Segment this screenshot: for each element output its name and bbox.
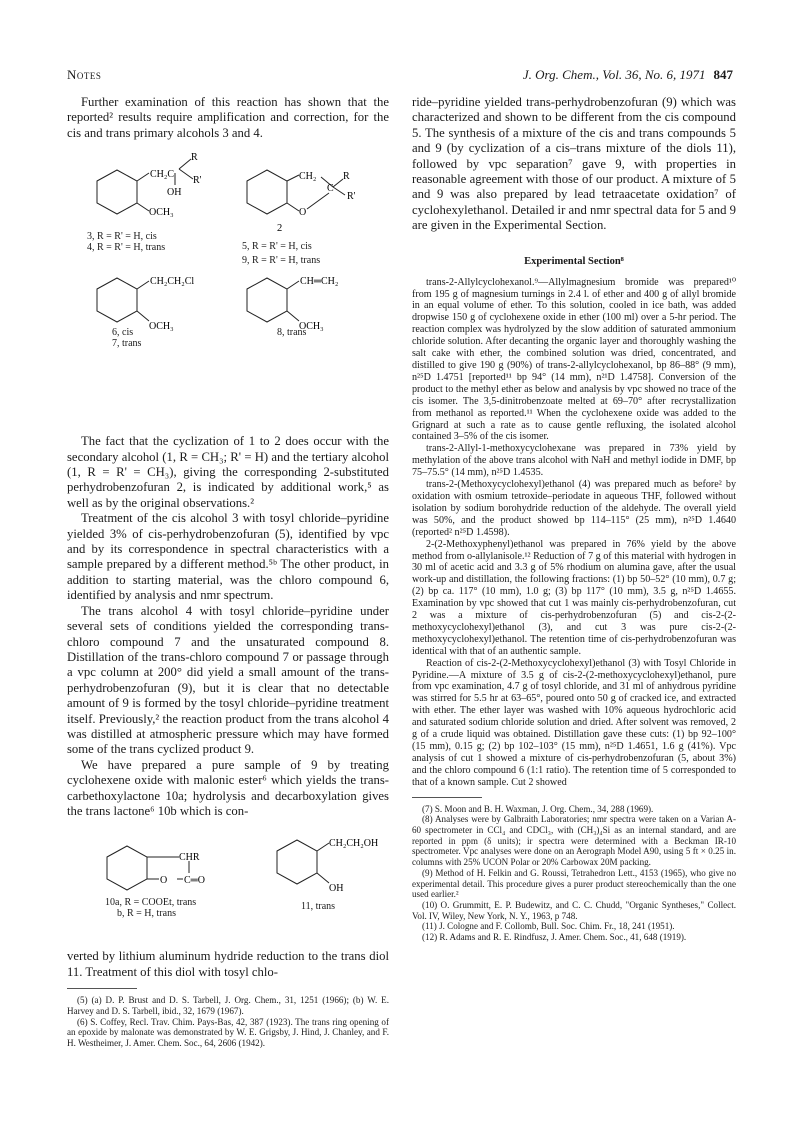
- footnote-10: (10) O. Grummitt, E. P. Budewitz, and C. C. Chudd, "Organic Syntheses," Collect. Vol. IV, Wiley, New York, N. Y., 1963, p 748.: [412, 899, 736, 921]
- footnote-rule-right: [412, 797, 482, 798]
- s2-r: R: [343, 171, 350, 183]
- s4-och3: OCH₃: [299, 321, 324, 333]
- footnote-rule-left: [67, 988, 137, 989]
- s2-o: O: [299, 207, 307, 219]
- left-paragraph-2: The fact that the cyclization of 1 to 2 does occur with the secondary alcohol (1, R = CH₃; R' = H) and the tertiary alcohol (1, R = R' = CH₃), giving the corresponding 2-substituted perhydrobenzofuran 2, is indicated by additional work,⁵ as well as by the original observations.²: [67, 434, 389, 510]
- left-footnotes: [67, 995, 389, 1049]
- s5-c: C═O: [184, 875, 205, 887]
- label-5: 5, R = R' = H, cis: [242, 241, 312, 253]
- label-10a: 10a, R = COOEt, trans: [105, 897, 197, 909]
- s2-ch2: CH₂: [299, 171, 317, 183]
- s5-chr: CHR: [179, 852, 200, 864]
- structure-6-7: [97, 278, 149, 322]
- left-paragraph-6: verted by lithium aluminum hydride reduction to the trans diol 11. Treatment of this diol with tosyl chlo-: [67, 949, 389, 979]
- label-10b: b, R = H, trans: [117, 908, 176, 920]
- right-paragraph-1: ride–pyridine yielded trans-perhydrobenzofuran (9) which was characterized and shown to be different from the cis compound 5. The synthesis of a mixture of the cis and trans compounds 5 and 9 (by cyclization of a cis–trans mixture of the diols 11), followed by vpc separation⁷ gave 9, with properties in reasonable agreement with those of our product. A mixture of 5 and 9 was also prepared by lead tetraacetate oxidation⁷ of cyclohexylethanol. Detailed ir and nmr spectral data for 5 and 9 are given in the Experimental Section.: [412, 95, 736, 233]
- s2-c: C: [327, 183, 334, 195]
- s2-rp: R': [347, 191, 356, 203]
- structure-8: [247, 278, 299, 322]
- s5-o: O: [160, 875, 168, 887]
- footnote-9: (9) Method of H. Felkin and G. Roussi, Tetrahedron Lett., 4153 (1965), who give no experimental detail. This procedure gives a purer product stereochemically than the one used earlier.²: [412, 867, 736, 900]
- s6-oh: OH: [329, 883, 344, 895]
- s6-ch2ch2oh: CH₂CH₂OH: [329, 838, 379, 850]
- exp-paragraph-4: 2-(2-Methoxyphenyl)ethanol was prepared in 76% yield by the above method from o-allylanisole.¹² Reduction of 7 g of this material with hydrogen in 30 ml of acetic acid and 3.3 g of 5% rhodium on alumina gave, after the usual work-up and distillation, the following fractions: (1) bp 50–52° (10 mm), 0.7 g; (2) bp ca. 117° (10 mm), 1.0 g; (3) bp 117° (10 mm), 3.5 g, n²⁵D 1.4655. Examination by vpc showed that cut 1 was mainly cis-perhydrobenzofuran, cut 2 was a mixture of cis-perhydrobenzofuran (5) and cis-2-(2-methoxycyclohexyl)ethanol (3), and cut 3 was pure cis-2-(2-methoxycyclohexyl)ethanol. The retention time of cis-perhydrobenzofuran was identical with that of an authentic sample.: [412, 538, 736, 657]
- left-paragraph-5: We have prepared a pure sample of 9 by treating cyclohexene oxide with malonic ester⁶ which yields the trans-carbethoxylactone 10a; hydrolysis and decarboxylation gives the trans lactone⁶ 10b which is con-: [67, 757, 389, 818]
- journal-citation: J. Org. Chem., Vol. 36, No. 6, 1971: [522, 67, 706, 82]
- right-footnotes: [412, 804, 736, 943]
- label-4: 4, R = R' = H, trans: [87, 242, 166, 254]
- scheme-structures-6-7-8: [67, 269, 389, 434]
- scheme-structures-10-11: [67, 829, 389, 949]
- s1-r: R: [191, 152, 198, 164]
- label-6-7: [112, 327, 141, 349]
- footnote-6: (6) S. Coffey, Recl. Trav. Chim. Pays-Bas, 42, 387 (1923). The trans ring opening of an epoxide by malonate was demonstrated by W. E. Grigsby, J. Hind, J. Chanley, and F. H. Westheimer, J. Amer. Chem. Soc., 64, 2606 (1942).: [67, 1016, 389, 1048]
- left-paragraph-3: Treatment of the cis alcohol 3 with tosyl chloride–pyridine yielded 3% of cis-perhydrobenzofuran (5), identified by vpc and by its correspondence in spectral characteristics with a sample prepared by a different method.⁵ᵇ The other product, in addition to starting material, was the chloro compound 6, identified by analysis and nmr spectrum.: [67, 511, 389, 603]
- scheme-structures-1-2: [67, 151, 389, 255]
- footnote-11: (11) J. Cologne and F. Collomb, Bull. Soc. Chim. Fr., 18, 241 (1951).: [422, 921, 675, 932]
- s1-ch2c: CH₂C: [150, 169, 175, 181]
- structure-6-7-8-drawing: [67, 269, 389, 369]
- structure-10: [107, 846, 189, 890]
- label-9-row: [67, 255, 389, 269]
- label-6: 6, cis: [112, 327, 134, 339]
- experimental-section: [412, 277, 736, 789]
- running-header-journal: [523, 67, 733, 83]
- label-5-9: [242, 241, 312, 252]
- page-number: 847: [713, 67, 733, 82]
- structure-11: [277, 840, 329, 884]
- s4-ch: CH═CH₂: [300, 276, 339, 288]
- s1-och3: OCH₃: [149, 207, 174, 219]
- exp-paragraph-2: trans-2-Allyl-1-methoxycyclohexane was prepared in 73% yield by methylation of the above trans alcohol with NaH and methyl iodide in DMF, bp 75–75.5° (14 mm), n²⁵D 1.4535.: [412, 443, 736, 479]
- label-2: 2: [277, 223, 283, 235]
- label-9: 9, R = R' = H, trans: [242, 255, 321, 267]
- running-header-section: Notes: [67, 67, 102, 82]
- label-3-4: [87, 231, 165, 253]
- s3-och3: OCH₃: [149, 321, 174, 333]
- left-paragraph-1: Further examination of this reaction has shown that the reported² results require amplification and correction, for the cis and trans primary alcohols 3 and 4.: [67, 95, 389, 140]
- footnote-8: (8) Analyses were by Galbraith Laboratories; nmr spectra were taken on a Varian A-60 spectrometer in CCl₄ and CDCl₃, with (CH₃)₄Si as an internal standard, and are reported in ppm (δ units); ir spectra were determined with a Beckman IR-10 spectrometer. Vpc analyses were done on an Aerograph Model A90, using 5 ft × 0.25 in. columns with 25% UCON Polar or 20% Carbowax 20M packing.: [412, 814, 736, 868]
- right-column: [412, 95, 736, 943]
- left-column: [67, 95, 389, 1049]
- label-11: 11, trans: [301, 901, 336, 913]
- s3-ch2ch2cl: CH₂CH₂Cl: [150, 276, 195, 288]
- label-10: [105, 897, 196, 919]
- exp-paragraph-1: trans-2-Allylcyclohexanol.⁹—Allylmagnesium bromide was prepared¹⁰ from 195 g of magnesium turnings in 2.4 l. of ether and 400 g of allyl bromide in an equal volume of ether. To this solution, cooled in ice bath, was added dropwise 150 g of cyclohexene oxide in ether (100 ml) over a 5-hr period. The reaction complex was hydrolyzed by the slow addition of saturated ammonium chloride solution. After decanting the organic layer and thoroughly washing the salt cake with ether, the combined solution was dried, concentrated, and distilled to give 190 g (90%) of trans-2-allylcyclohexanol, bp 86–88° (9 mm), n²⁵D 1.4751 [reported¹¹ bp 94° (14 mm), n²¹D 1.4758]. Conversion of the product to the methyl ether as below and analysis by vpc showed no trace of the cis isomer. The 3,5-dinitrobenzoate melted at 69–70° after recrystallization from methanol as reported.¹¹ When the cyclohexene oxide was added to the Grignard at such a rate as to cause gentle refluxing, the isolated alcohol contained 3–5% of the cis isomer.: [412, 276, 736, 443]
- label-3: 3, R = R' = H, cis: [87, 231, 157, 243]
- s1-rp: R': [193, 175, 202, 187]
- exp-paragraph-5: Reaction of cis-2-(2-Methoxycyclohexyl)ethanol (3) with Tosyl Chloride in Pyridine.—A mixture of 3.5 g of cis-2-(2-methoxycyclohexyl)ethanol, pure from vpc examination, 4.7 g of tosyl chloride, and 31 ml of anhydrous pyridine was stirred for 5.5 hr at 63–65°, poured onto 50 g of cracked ice, and extracted with ether. The ether layer was washed with 10% aqueous hydrochloric acid and saturated sodium chloride solution and dried. After solvent was removed, 2 g of a crude liquid was obtained. Distillation gave these cuts: (1) bp 92–100° (15 mm), 0.15 g; (2) bp 102–103° (15 mm), n²⁵D 1.4651, 1.6 g (41%). Vpc analysis of cut 1 showed a mixture of cis-perhydrobenzofuran (5, about 3%) and the chloro compound 6 (1:1 ratio). The retention time of 5 corresponded to that of a known sample. Cut 2 showed: [412, 657, 736, 788]
- footnote-5: (5) (a) D. P. Brust and D. S. Tarbell, J. Org. Chem., 31, 1251 (1966); (b) W. E. Harvey and D. S. Tarbell, ibid., 32, 1679 (1967).: [67, 995, 389, 1016]
- exp-paragraph-3: trans-2-(Methoxycyclohexyl)ethanol (4) was prepared much as before² by oxidation with osmium tetroxide–periodate in aqueous THF, followed without isolation by sodium borohydride reduction of the aldehyde. The overall yield was 50%, and the product showed bp 114–115° (25 mm), n²⁵D 1.4640 (reported² n²⁵D 1.4598).: [412, 479, 736, 538]
- s1-oh: OH: [167, 187, 182, 199]
- label-7: 7, trans: [112, 338, 142, 350]
- footnote-12: (12) R. Adams and R. E. Rindfusz, J. Amer. Chem. Soc., 41, 648 (1919).: [422, 932, 687, 943]
- left-paragraph-4: The trans alcohol 4 with tosyl chloride–pyridine under several sets of conditions yielded the corresponding trans-chloro compound 7 and the unsaturated compound 8. Distillation of the trans-chloro compound 7 or passage through a vpc column at 200° did yield a small amount of the trans-perhydrobenzofuran (9), but it is clear that no detectable amount of 9 is formed by the tosyl chloride–pyridine treatment itself. Previously,² the reaction product from the trans alcohol 4 was distilled at atmospheric pressure which may have formed some of the trans cyclized product 9.: [67, 603, 389, 757]
- label-8: 8, trans: [277, 327, 307, 339]
- experimental-section-title: Experimental Section⁸: [524, 255, 624, 267]
- footnote-7: (7) S. Moon and B. H. Waxman, J. Org. Chem., 34, 288 (1969).: [422, 803, 654, 814]
